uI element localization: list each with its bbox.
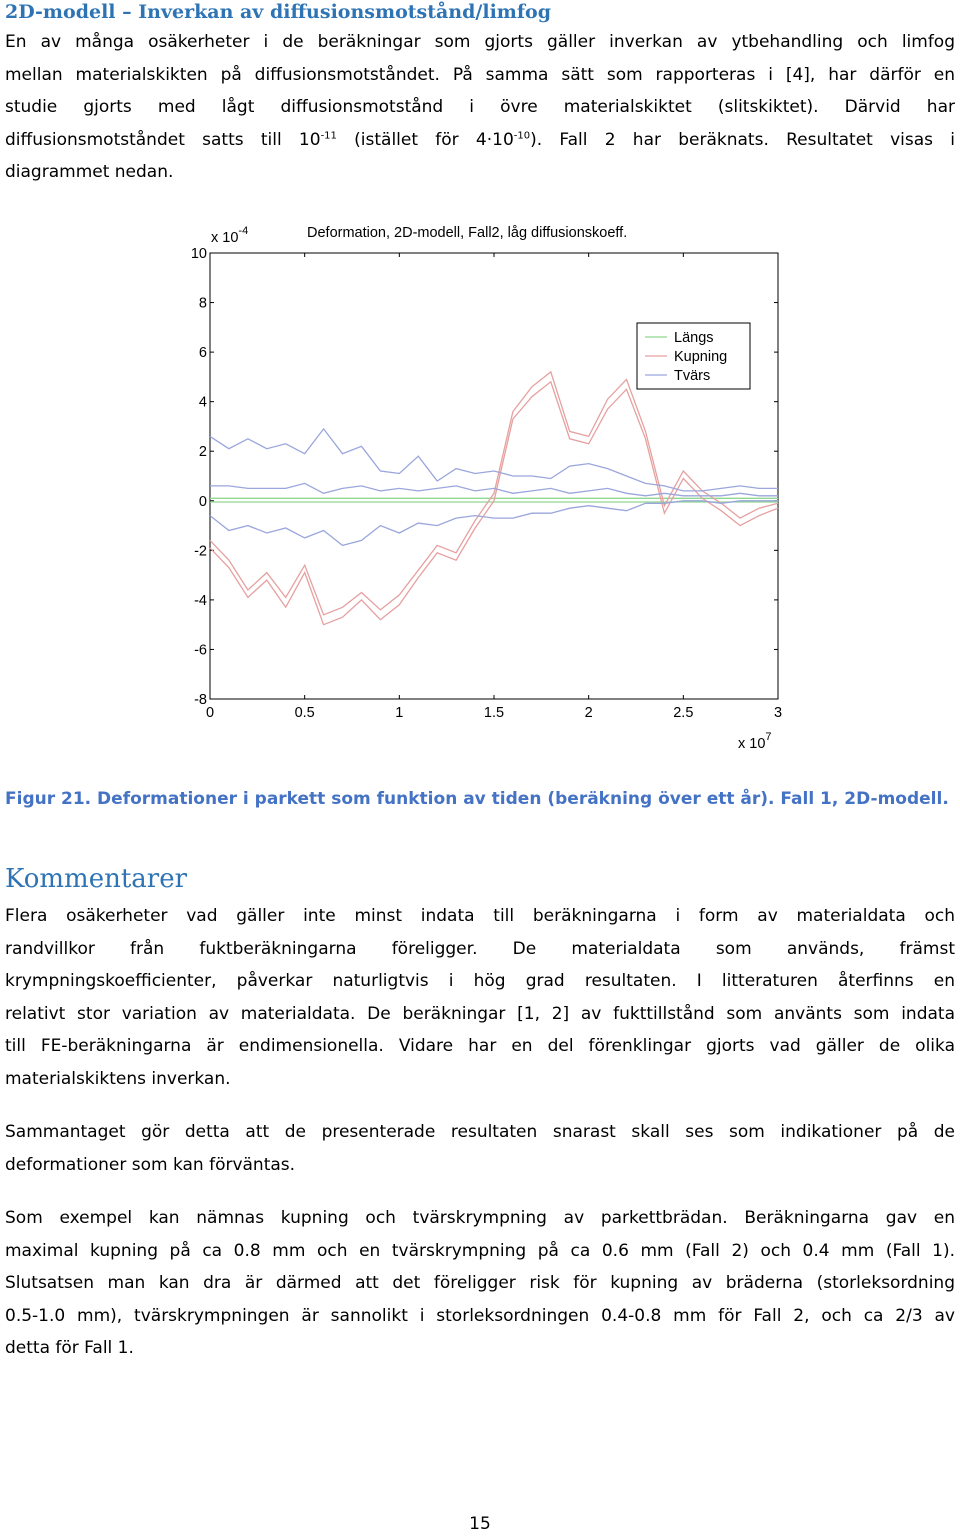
y-tick-label: 2 bbox=[198, 444, 207, 461]
y-tick-label: -8 bbox=[194, 692, 207, 708]
y-multiplier-base: x 10 bbox=[211, 230, 239, 246]
line-text: diffusionsmotståndet satts till 10 bbox=[5, 129, 321, 150]
x-tick-label: 1 bbox=[395, 705, 404, 721]
y-tick-label: 6 bbox=[198, 345, 207, 362]
y-tick-label: 10 bbox=[190, 246, 207, 262]
paragraph-line: relativt stor variation av materialdata. De beräkningar [1, 2] av fukttillstånd som använts som indata bbox=[5, 1003, 955, 1024]
paragraph-line: randvillkor från fuktberäkningarna föreligger. De materialdata som används, främst bbox=[5, 938, 955, 959]
paragraph-line: En av många osäkerheter i de beräkningar som gjorts gäller inverkan av ytbehandling och limfog bbox=[5, 32, 955, 52]
paragraph-line: Som exempel kan nämnas kupning och tvärskrympning av parkettbrädan. Beräkningarna gav en bbox=[5, 1208, 955, 1228]
paragraph-line: mellan materialskikten på diffusionsmotståndet. På samma sätt som rapporteras i [4], har därför en bbox=[5, 64, 955, 85]
x-tick-label: 2 bbox=[584, 705, 593, 721]
y-multiplier bbox=[211, 225, 248, 246]
y-multiplier-exp: -4 bbox=[238, 225, 249, 237]
x-tick-label: 0.5 bbox=[294, 705, 315, 721]
x-multiplier-base: x 10 bbox=[738, 736, 766, 752]
paragraph-line: Slutsatsen man kan dra är därmed att det föreligger risk för kupning av bräderna (storleksordning bbox=[5, 1273, 955, 1293]
comments-paragraph-3 bbox=[5, 1202, 955, 1365]
plot-frame bbox=[210, 253, 778, 699]
x-tick-label: 1.5 bbox=[483, 705, 505, 721]
x-multiplier bbox=[738, 731, 772, 752]
paragraph-line: 0.5-1.0 mm), tvärskrympningen är sannolikt i storleksordningen 0.4-0.8 mm för Fall 2, och ca 2/3 av bbox=[5, 1305, 955, 1326]
paragraph-line: detta för Fall 1. bbox=[5, 1338, 134, 1358]
paragraph-line bbox=[5, 124, 955, 157]
legend-label: Längs bbox=[674, 330, 714, 346]
x-tick-label: 0 bbox=[205, 705, 215, 721]
x-multiplier-exp: 7 bbox=[765, 731, 772, 743]
paragraph-line: till FE-beräkningarna är endimensionella. Vidare har en del förenklingar gjorts vad gäller de olika bbox=[5, 1036, 955, 1056]
paragraph-line: krympningskoefficienter, påverkar naturligtvis i hög grad resultaten. I litteraturen återfinns en bbox=[5, 971, 955, 991]
comments-paragraph-1 bbox=[5, 900, 955, 1095]
x-tick-label: 3 bbox=[773, 705, 783, 721]
y-tick-label: -6 bbox=[194, 642, 207, 659]
deformation-chart bbox=[180, 215, 800, 760]
paragraph-line: Flera osäkerheter vad gäller inte minst indata till beräkningarna i form av materialdata och bbox=[5, 906, 955, 926]
exponent: -10 bbox=[513, 129, 531, 141]
figure-caption: Figur 21. Deformationer i parkett som funktion av tiden (beräkning över ett år). Fall 1, 2D-modell. bbox=[5, 789, 949, 809]
paragraph-line: materialskiktens inverkan. bbox=[5, 1068, 231, 1089]
comments-paragraph-2 bbox=[5, 1116, 955, 1181]
section-heading-2d-modell: 2D-modell – Inverkan av diffusionsmotstånd/limfog bbox=[5, 1, 552, 23]
intro-paragraph bbox=[5, 26, 955, 189]
legend bbox=[637, 323, 750, 389]
paragraph-line: maximal kupning på ca 0.8 mm och en tvärskrympning på ca 0.6 mm (Fall 2) och 0.4 mm (Fall 1). bbox=[5, 1240, 955, 1261]
chart-title: Deformation, 2D-modell, Fall2, låg diffusionskoeff. bbox=[307, 225, 628, 241]
paragraph-line: deformationer som kan förväntas. bbox=[5, 1154, 296, 1175]
line-text: ). Fall 2 har beräknats. Resultatet visas i bbox=[530, 129, 955, 150]
plot-border bbox=[210, 253, 778, 699]
y-tick-label: -2 bbox=[194, 543, 207, 560]
line-text: (istället för 4·10 bbox=[336, 129, 514, 150]
section-heading-kommentarer: Kommentarer bbox=[5, 864, 188, 894]
y-tick-label: 0 bbox=[198, 493, 207, 510]
x-tick-label: 2.5 bbox=[673, 705, 694, 721]
paragraph-line: Sammantaget gör detta att de presenterade resultaten snarast skall ses som indikationer på de bbox=[5, 1122, 955, 1142]
legend-label: Tvärs bbox=[674, 368, 711, 384]
paragraph-line: diagrammet nedan. bbox=[5, 162, 174, 182]
y-tick-label: 4 bbox=[198, 394, 207, 411]
legend-label: Kupning bbox=[674, 349, 728, 365]
paragraph-line: studie gjorts med lågt diffusionsmotstånd i övre materialskiktet (slitskiktet). Därvid har bbox=[5, 97, 955, 117]
page-number: 15 bbox=[469, 1514, 491, 1534]
y-tick-label: 8 bbox=[198, 295, 207, 312]
y-tick-label: -4 bbox=[194, 592, 207, 609]
exponent: -11 bbox=[320, 129, 337, 141]
